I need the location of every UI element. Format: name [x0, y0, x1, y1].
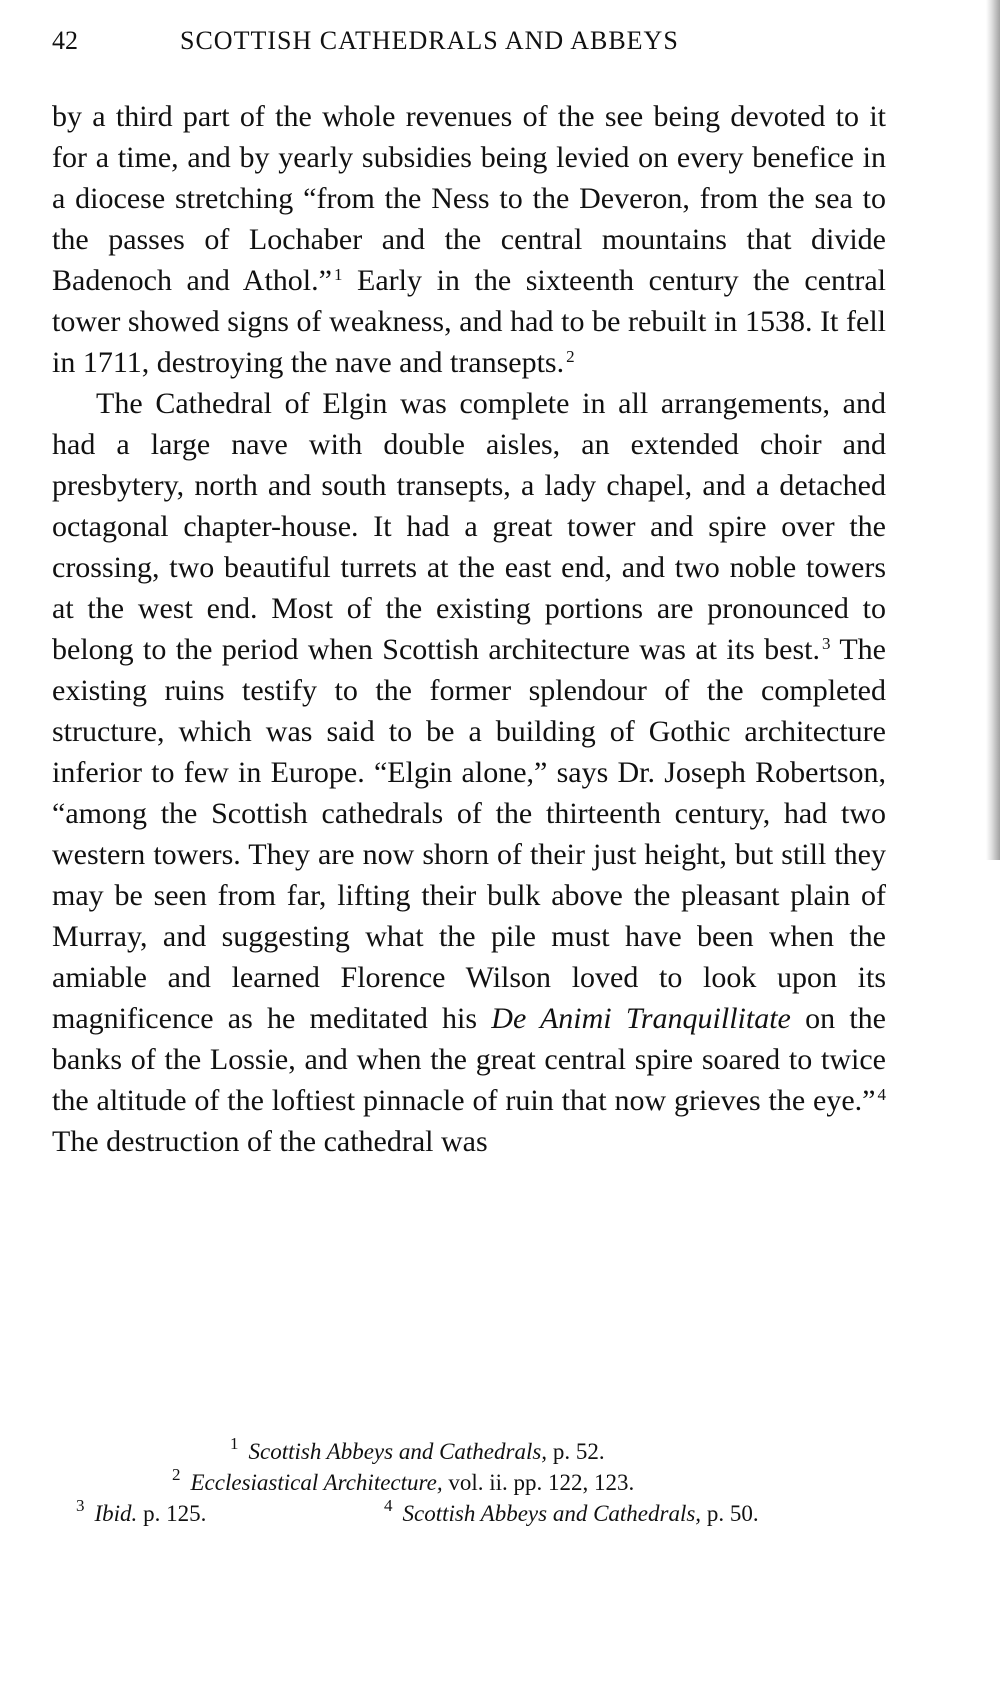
- paragraph-2-text-c: on the banks of the Lossie, and when the great central spire soared to twice the altitude of the loftiest pinnacle of ruin that now grieves the eye.”: [52, 1002, 886, 1117]
- footnote-ref-3: 3: [821, 634, 831, 653]
- footnote-mark: 3: [76, 1496, 85, 1515]
- footnote-mark: 1: [230, 1434, 239, 1453]
- footnote-source: Scottish Abbeys and Cathedrals,: [402, 1501, 702, 1526]
- paragraph-2: [52, 383, 886, 1162]
- italic-title: De Animi Tranquillitate: [491, 1002, 791, 1035]
- footnote-4: [382, 1498, 759, 1529]
- body-text: [52, 96, 886, 1162]
- footnote-1: [52, 1436, 886, 1467]
- footnote-detail: p. 52.: [547, 1439, 605, 1464]
- footnote-source: Ibid.: [94, 1501, 138, 1526]
- paragraph-1: [52, 96, 886, 383]
- paragraph-2-text-d: The destruction of the cathedral was: [52, 1125, 488, 1158]
- footnote-ref-1: 1: [333, 265, 343, 284]
- running-title: SCOTTISH CATHEDRALS AND ABBEYS: [180, 26, 679, 55]
- footnote-3-and-4: [52, 1498, 886, 1529]
- footnote-source: Ecclesiastical Architecture,: [190, 1470, 443, 1495]
- running-head: [52, 26, 920, 66]
- paragraph-2-text-b: The existing ruins testify to the former splendour of the completed structure, which was said to be a building of Gothic architecture inferior to few in Europe. “Elgin alone,” says Dr. Joseph Robertson, “among the Scottish cathedrals of the thirteenth century, had two western towers. They are now shorn of their just height, but still they may be seen from far, lifting their bulk above the pleasant plain of Murray, and suggesting what the pile must have been when the amiable and learned Florence Wilson loved to look upon its magnificence as he meditated his: [52, 633, 886, 1035]
- footnotes: [52, 1436, 886, 1529]
- paragraph-2-text-a: The Cathedral of Elgin was complete in all arrangements, and had a large nave with double aisles, an extended choir and presbytery, north and south transepts, a lady chapel, and a detached octagonal chapter-house. It had a great tower and spire over the crossing, two beautiful turrets at the east end, and two noble towers at the west end. Most of the existing portions are pronounced to belong to the period when Scottish architecture was at its best.: [52, 387, 886, 666]
- footnote-detail: p. 50.: [701, 1501, 759, 1526]
- footnote-detail: vol. ii. pp. 122, 123.: [442, 1470, 635, 1495]
- footnote-ref-2: 2: [566, 347, 575, 366]
- footnote-source: Scottish Abbeys and Cathedrals,: [248, 1439, 548, 1464]
- paragraph-1-text-a: by a third part of the whole revenues of the see being devoted to it for a time, and by yearly subsidies being levied on every benefice in a diocese stretching “from the Ness to the Deveron, from the sea to the passes of Lochaber and the central mountains that divide Badenoch and Athol.”: [52, 100, 886, 297]
- footnote-detail: p. 125.: [137, 1501, 207, 1526]
- footnote-2: [52, 1467, 886, 1498]
- footnote-mark: 4: [384, 1496, 393, 1515]
- paragraph-1-text-b: Early in the sixteenth century the central tower showed signs of weakness, and had to be rebuilt in 1538. It fell in 1711, destroying the nave and transepts.: [52, 264, 886, 379]
- page-edge-shadow: [986, 0, 1000, 860]
- footnote-mark: 2: [172, 1465, 181, 1484]
- footnote-ref-4: 4: [877, 1085, 886, 1104]
- page-number: 42: [52, 26, 78, 55]
